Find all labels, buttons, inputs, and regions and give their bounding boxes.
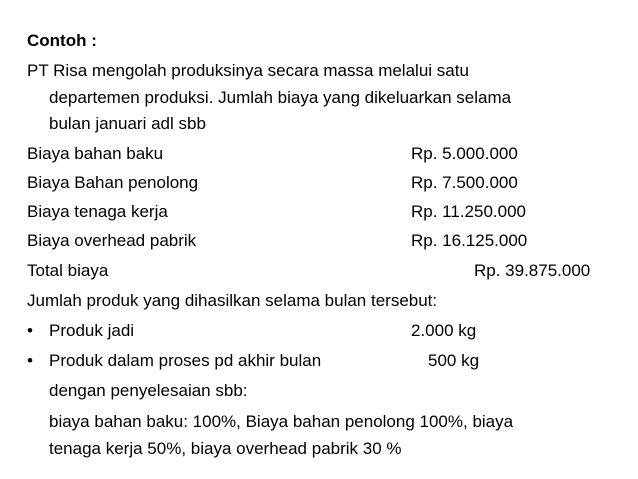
completion-line-2: biaya bahan baku: 100%, Biaya bahan penolong 100%, biaya (49, 412, 514, 431)
completion-line-1: dengan penyelesaian sbb: (49, 381, 248, 400)
cost-amount-bahan-penolong: Rp. 7.500.000 (411, 173, 518, 192)
product-label-dalam-proses: Produk dalam proses pd akhir bulan (49, 351, 322, 370)
cost-amount-tenaga-kerja: Rp. 11.250.000 (411, 202, 526, 221)
bullet-icon: • (27, 321, 33, 340)
cost-label-bahan-baku: Biaya bahan baku (27, 144, 164, 163)
total-label: Total biaya (27, 261, 109, 280)
product-amount-jadi: 2.000 kg (411, 321, 477, 340)
cost-amount-bahan-baku: Rp. 5.000.000 (411, 144, 518, 163)
product-label-jadi: Produk jadi (49, 321, 135, 340)
cost-label-tenaga-kerja: Biaya tenaga kerja (27, 202, 168, 221)
completion-line-3: tenaga kerja 50%, biaya overhead pabrik 30 % (49, 439, 402, 458)
cost-label-overhead: Biaya overhead pabrik (27, 231, 197, 250)
product-amount-dalam-proses: 500 kg (428, 351, 480, 370)
cost-amount-overhead: Rp. 16.125.000 (411, 231, 528, 250)
products-intro: Jumlah produk yang dihasilkan selama bulan tersebut: (27, 291, 438, 310)
intro-line-1: PT Risa mengolah produksinya secara massa melalui satu (27, 61, 469, 80)
intro-line-2: departemen produksi. Jumlah biaya yang dikeluarkan selama (49, 88, 512, 107)
intro-line-3: bulan januari adl sbb (49, 114, 206, 133)
total-amount: Rp. 39.875.000 (474, 261, 591, 280)
bullet-icon: • (27, 351, 33, 370)
cost-label-bahan-penolong: Biaya Bahan penolong (27, 173, 199, 192)
slide-heading: Contoh : (27, 31, 97, 50)
